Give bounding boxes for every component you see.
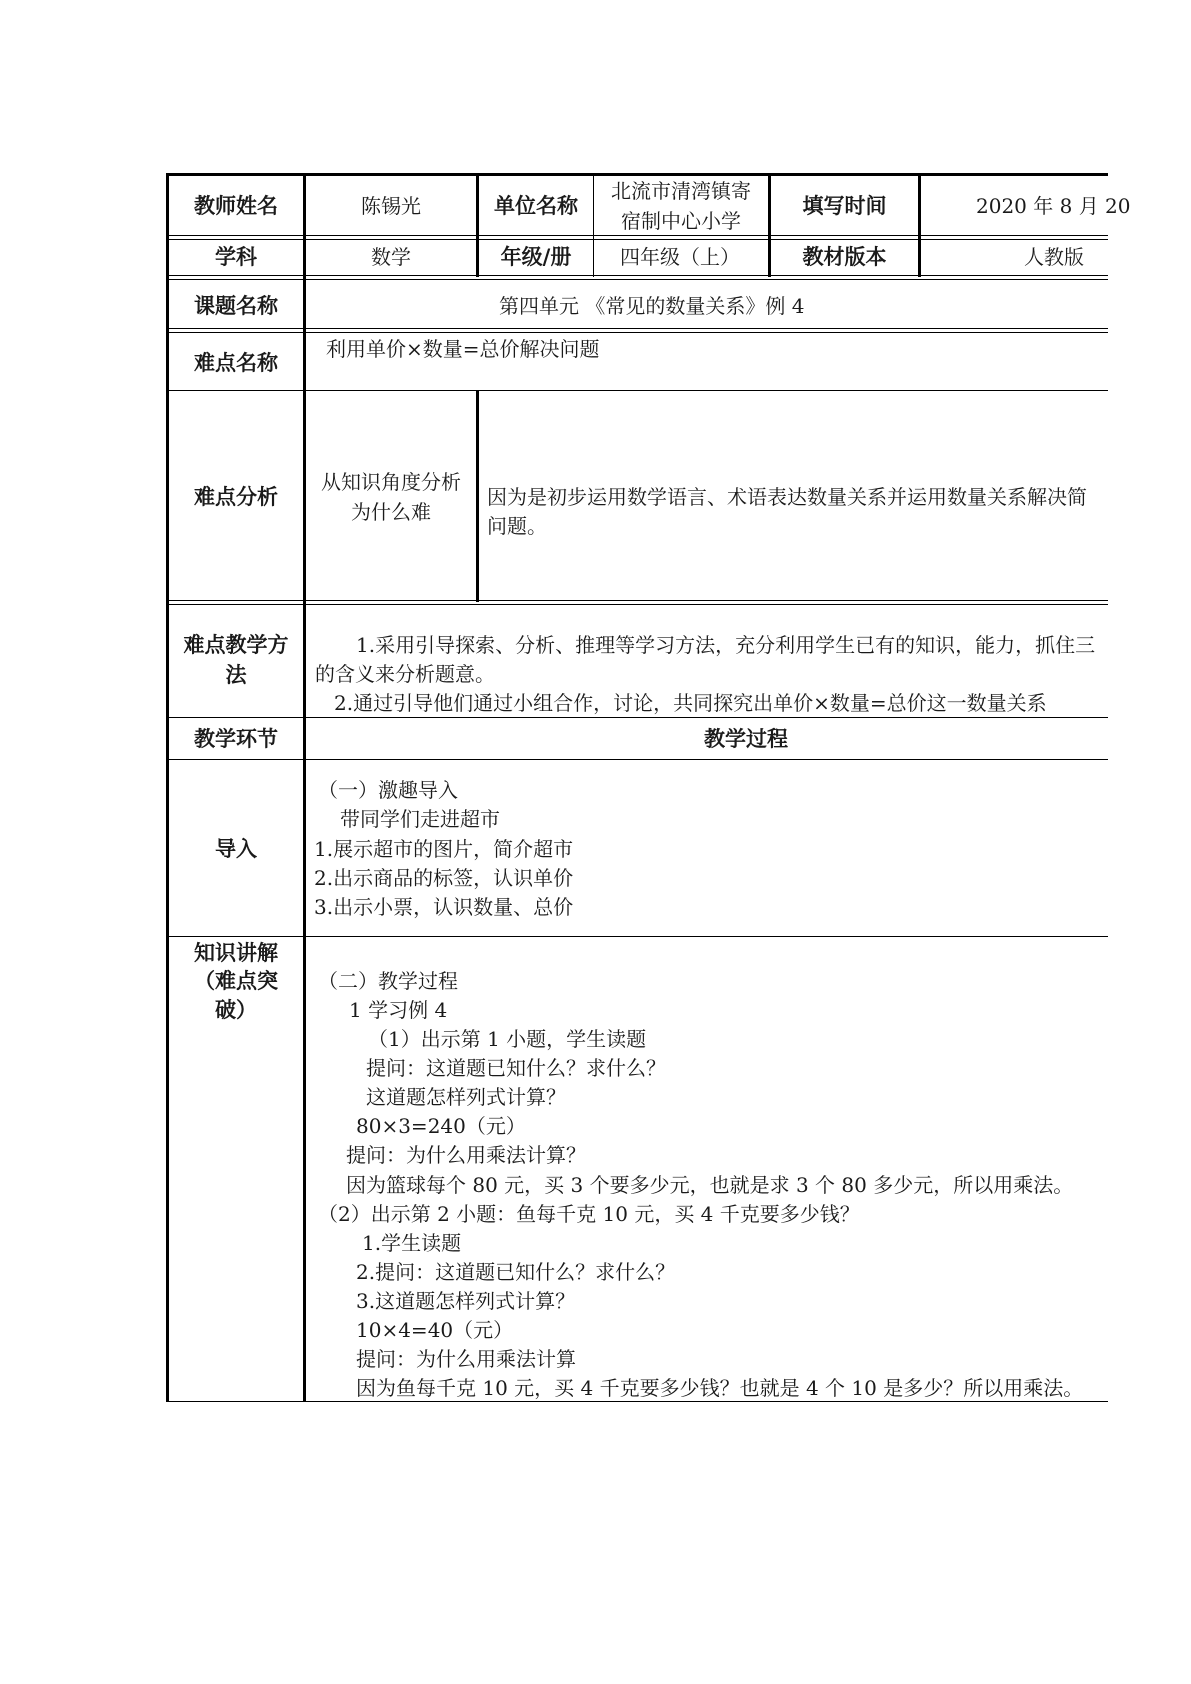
method-line1: 1.采用引导探索、分析、推理等学习方法，充分利用学生已有的知识，能力，抓住三 xyxy=(356,633,1096,657)
analysis-text-line2: 问题。 xyxy=(487,514,547,538)
knowledge-label-line2: （难点突 xyxy=(194,969,278,993)
row-divider xyxy=(166,604,1108,605)
subject-value: 数学 xyxy=(371,245,411,269)
analysis-sub-label-line2: 为什么难 xyxy=(351,500,431,524)
method-label-line2: 法 xyxy=(225,663,247,687)
knowledge-line: 1 学习例 4 xyxy=(349,998,448,1022)
row-divider xyxy=(166,239,1108,240)
teacher-name-label: 教师姓名 xyxy=(194,194,278,218)
row-divider xyxy=(166,275,1108,276)
row-divider xyxy=(166,600,1108,601)
topic-label: 课题名称 xyxy=(194,294,278,318)
method-line2: 的含义来分析题意。 xyxy=(315,662,495,686)
knowledge-label-line1: 知识讲解 xyxy=(194,941,278,965)
teacher-name-value: 陈锡光 xyxy=(361,194,421,218)
column-divider xyxy=(476,390,479,602)
topic-value: 第四单元 《常见的数量关系》例 4 xyxy=(499,294,805,318)
intro-line: 2.出示商品的标签，认识单价 xyxy=(314,866,574,890)
intro-label: 导入 xyxy=(215,837,257,861)
row-divider xyxy=(166,279,1108,280)
knowledge-line: 这道题怎样列式计算？ xyxy=(366,1085,566,1109)
date-label: 填写时间 xyxy=(802,194,887,218)
edition-value: 人教版 xyxy=(1024,245,1084,269)
column-divider xyxy=(918,173,921,277)
grade-label: 年级/册 xyxy=(500,245,572,269)
knowledge-label-line3: 破） xyxy=(215,998,257,1022)
difficulty-value: 利用单价×数量=总价解决问题 xyxy=(326,337,600,361)
knowledge-line: 提问：为什么用乘法计算 xyxy=(356,1347,576,1371)
difficulty-label: 难点名称 xyxy=(194,351,278,375)
subject-label: 学科 xyxy=(215,245,257,269)
date-value: 2020 年 8 月 20 xyxy=(976,194,1131,218)
unit-label: 单位名称 xyxy=(494,194,578,218)
row-divider xyxy=(166,936,1108,937)
grade-value: 四年级（上） xyxy=(620,245,740,269)
unit-value-line1: 北流市清湾镇寄 xyxy=(611,179,751,203)
row-divider xyxy=(166,390,1108,391)
knowledge-line: 2.提问：这道题已知什么？求什么？ xyxy=(356,1260,676,1284)
row-divider xyxy=(166,328,1108,329)
knowledge-line: 提问：为什么用乘法计算？ xyxy=(346,1143,586,1167)
analysis-text-line1: 因为是初步运用数学语言、术语表达数量关系并运用数量关系解决简 xyxy=(487,485,1087,509)
column-divider xyxy=(303,173,306,1402)
process-stage-label: 教学环节 xyxy=(194,727,278,751)
process-content-header: 教学过程 xyxy=(704,727,788,751)
unit-value-line2: 宿制中心小学 xyxy=(621,209,741,233)
row-divider xyxy=(166,759,1108,760)
method-label-line1: 难点教学方 xyxy=(183,633,289,657)
intro-line: 3.出示小票，认识数量、总价 xyxy=(314,895,574,919)
knowledge-line: 提问：这道题已知什么？求什么？ xyxy=(366,1056,666,1080)
analysis-label: 难点分析 xyxy=(194,485,278,509)
intro-line: 带同学们走进超市 xyxy=(340,807,500,831)
knowledge-line: 因为鱼每千克 10 元，买 4 千克要多少钱？也就是 4 个 10 是多少？所以用乘法。 xyxy=(356,1376,1084,1400)
intro-line: （一）激趣导入 xyxy=(318,778,458,802)
knowledge-line: 1.学生读题 xyxy=(362,1231,462,1255)
knowledge-line: （1）出示第 1 小题，学生读题 xyxy=(368,1027,647,1051)
row-divider xyxy=(166,332,1108,333)
intro-line: 1.展示超市的图片，简介超市 xyxy=(314,837,574,861)
knowledge-line: （二）教学过程 xyxy=(318,969,458,993)
knowledge-line: 80×3=240（元） xyxy=(356,1114,526,1138)
knowledge-line: 10×4=40（元） xyxy=(356,1318,514,1342)
edition-label: 教材版本 xyxy=(802,245,887,269)
analysis-sub-label-line1: 从知识角度分析 xyxy=(321,470,461,494)
knowledge-line: （2）出示第 2 小题：鱼每千克 10 元，买 4 千克要多少钱？ xyxy=(318,1202,860,1226)
method-line3: 2.通过引导他们通过小组合作，讨论，共同探究出单价×数量=总价这一数量关系 xyxy=(334,691,1047,715)
knowledge-line: 因为篮球每个 80 元，买 3 个要多少元，也就是求 3 个 80 多少元，所以用乘法。 xyxy=(346,1173,1074,1197)
knowledge-line: 3.这道题怎样列式计算？ xyxy=(356,1289,576,1313)
